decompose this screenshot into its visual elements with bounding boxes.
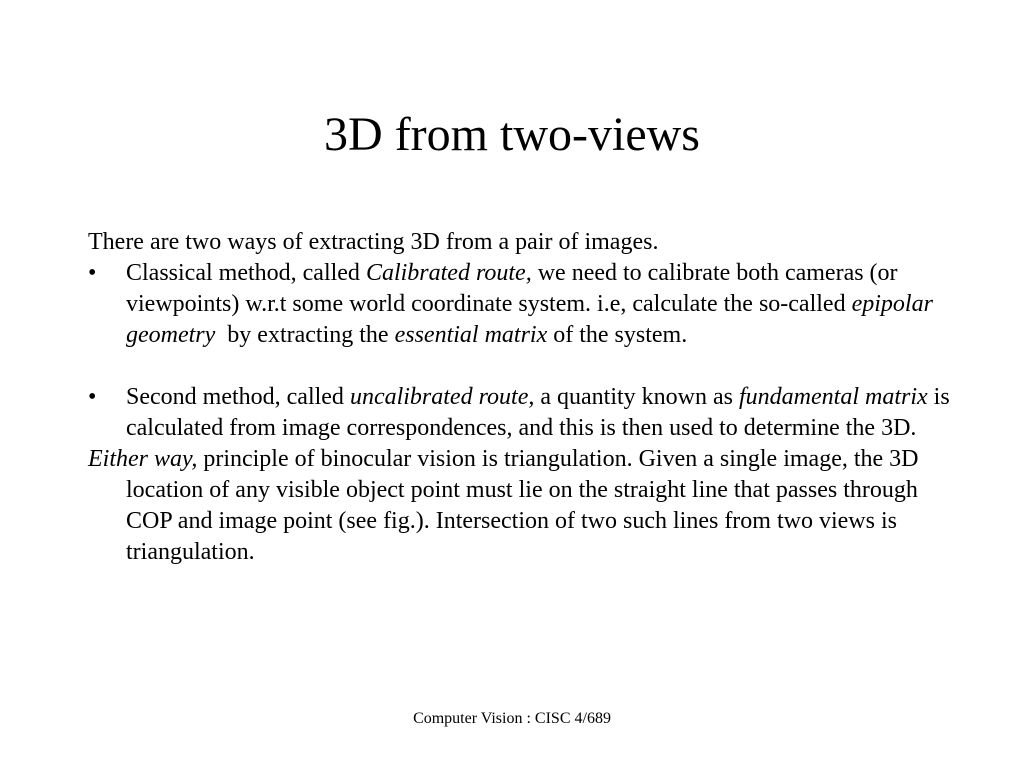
intro-paragraph: There are two ways of extracting 3D from a pair of images. — [88, 229, 659, 255]
bullet2-text-3: is calculated from image correspondences, and this is then used to determine the 3D. — [126, 384, 950, 441]
bullet1-text-1: Classical method, called — [126, 260, 366, 286]
bullet-calibrated-route — [88, 258, 968, 351]
term-fundamental-matrix: fundamental matrix — [739, 384, 928, 410]
bullet1-text-3: by extracting the — [215, 322, 395, 348]
slide-title: 3D from two-views — [324, 108, 700, 161]
bullet-uncalibrated-route — [88, 382, 968, 444]
term-uncalibrated-route: uncalibrated route, — [349, 384, 535, 410]
term-essential-matrix: essential matrix — [394, 322, 548, 348]
bullet1-text-2: we need to calibrate both cameras (or viewpoints) w.r.t some world coordinate system. i.e, calculate the so-called — [126, 260, 898, 317]
term-calibrated-route: Calibrated route, — [365, 260, 532, 286]
paragraph-spacer — [88, 351, 968, 382]
bullet-point-icon: • — [88, 260, 97, 286]
slide-footer: Computer Vision : CISC 4/689 — [413, 710, 611, 727]
closing-paragraph — [88, 444, 968, 568]
bullet2-text-1: Second method, called — [126, 384, 350, 410]
term-either-way: Either way, — [88, 446, 198, 472]
slide-body — [88, 227, 968, 568]
bullet1-text-4: of the system. — [547, 322, 688, 348]
bullet2-text-2: a quantity known as — [534, 384, 739, 410]
closing-text: principle of binocular vision is triangulation. Given a single image, the 3D location of any visible object point must lie on the straight line that passes through COP and image point (see fig.). Intersection of two such lines from two views is triangulation. — [126, 446, 919, 565]
term-epipolar-geometry: epipolar geometry — [126, 291, 933, 348]
bullet-point-icon: • — [88, 384, 97, 410]
